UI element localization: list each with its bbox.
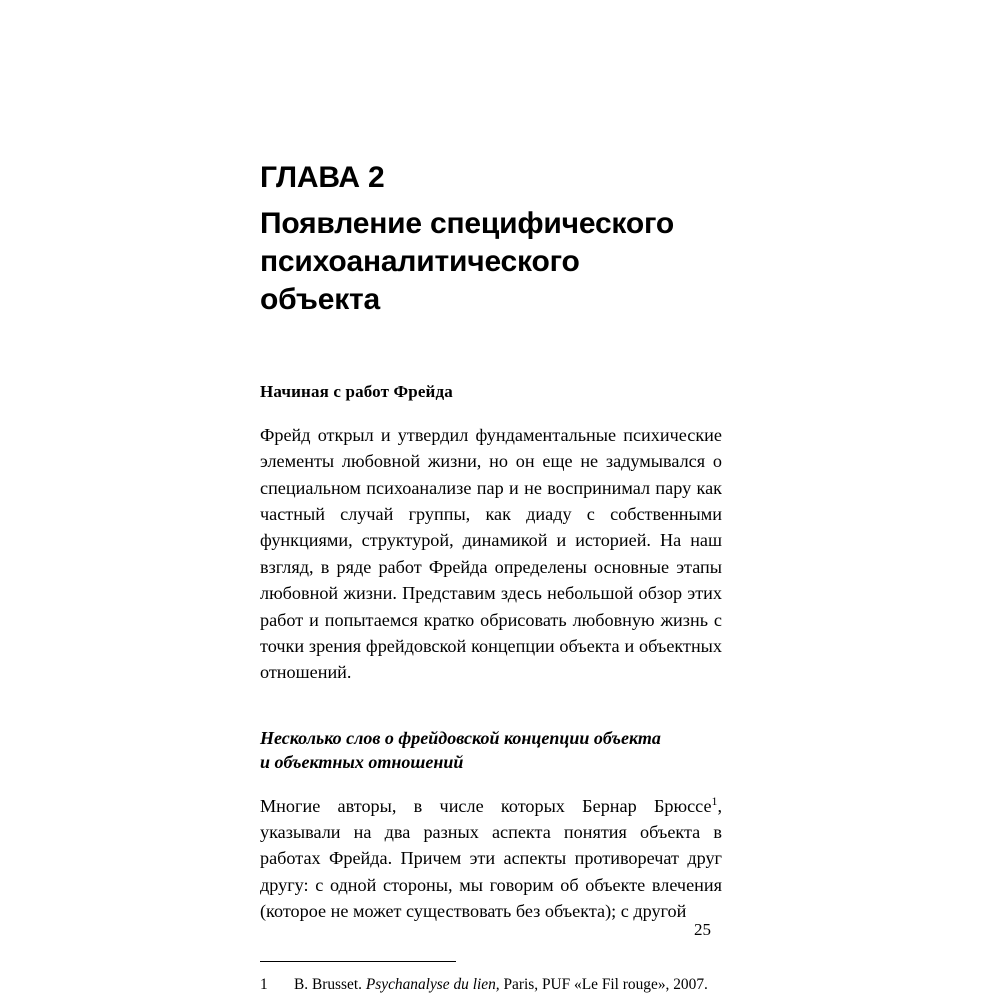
chapter-title-line-3: объекта xyxy=(260,283,381,317)
footnote-text xyxy=(294,974,722,996)
page-number: 25 xyxy=(694,920,711,939)
footnote-title: Psychanalyse du lien, xyxy=(365,975,500,993)
section-paragraph-freud: Фрейд открыл и утвердил фундаментальные психические элементы любовной жизни, но он еще не задумывался о специальном психоанализе пар и не воспринимал пару как частный случай группы, как диаду с собственными функциями, структурой, динамикой и историей. На наш взгляд, в ряде работ Фрейда определены основные этапы любовной жизни. Представим здесь небольшой обзор этих работ и попытаемся кратко обрисовать любовную жизнь с точки зрения фрейдовской концепции объекта и объектных отношений. xyxy=(260,424,722,683)
footnote-number: 1 xyxy=(260,975,268,993)
footnote-publication: Paris, PUF «Le Fil rouge», xyxy=(503,975,670,993)
footnote-divider xyxy=(260,961,456,962)
subsection-paragraph-part-2: , указывали на два разных аспекта понятия объекта в работах Фрейда. Причем эти аспекты противоречат друг другу: с одной стороны, мы говорим об объекте влечения (которое не может существовать без объекта); с другой xyxy=(260,795,722,922)
footnote xyxy=(260,974,722,996)
subsection-heading-line-2: и объектных отношений xyxy=(260,752,464,773)
footnote-reference-marker[interactable]: 1 xyxy=(711,793,718,808)
chapter-title xyxy=(260,205,722,320)
section-heading-freud: Начиная с работ Фрейда xyxy=(260,381,453,401)
footnote-year: 2007. xyxy=(673,975,708,993)
footnote-author: B. Brusset. xyxy=(294,975,362,993)
subsection-paragraph-part-1: Многие авторы, в числе которых Бернар Брюссе xyxy=(260,795,712,816)
subsection-paragraph xyxy=(260,793,722,925)
chapter-title-line-2: психоаналитического xyxy=(260,244,580,278)
subsection-heading-line-1: Несколько слов о фрейдовской концепции объекта xyxy=(260,727,661,748)
chapter-title-line-1: Появление специфического xyxy=(260,206,674,240)
page-content xyxy=(260,0,722,995)
subsection-heading xyxy=(260,726,722,775)
chapter-label: ГЛАВА 2 xyxy=(260,161,385,194)
